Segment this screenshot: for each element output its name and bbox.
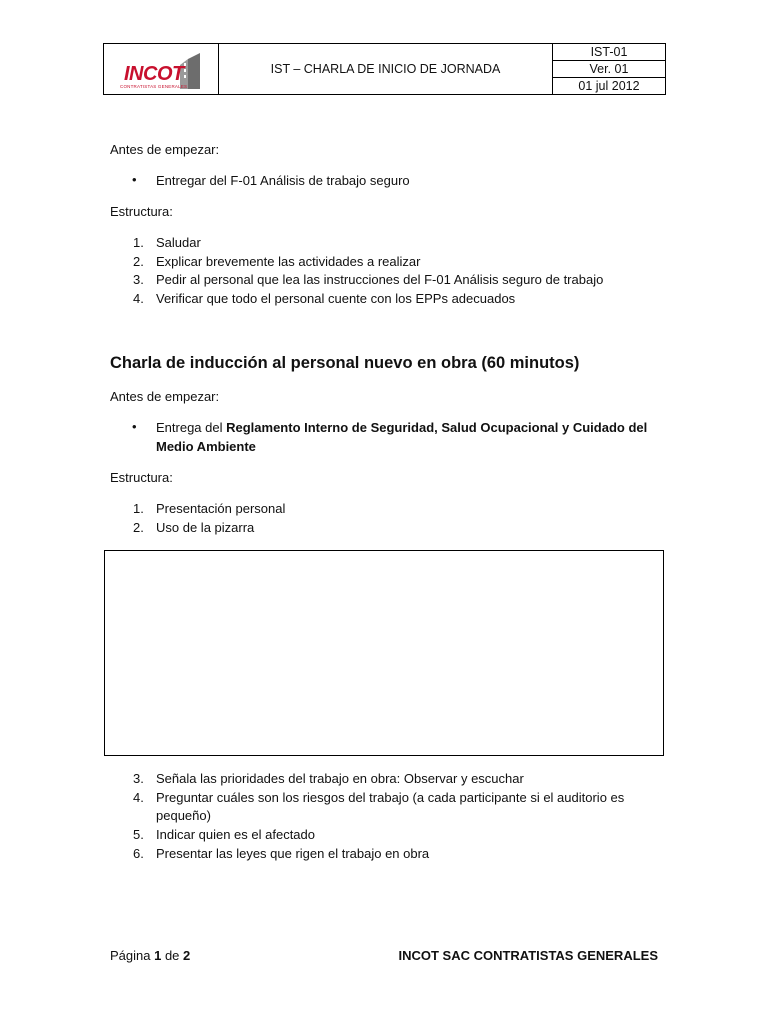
regulation-title-cont: Medio Ambiente [156, 439, 256, 454]
document-header-table [103, 43, 666, 95]
step-text-cont: pequeño) [156, 808, 211, 823]
whiteboard-box [104, 550, 664, 756]
document-title: IST – CHARLA DE INICIO DE JORNADA [219, 44, 553, 94]
section-heading: Charla de inducción al personal nuevo en obra (60 minutos) [110, 354, 580, 372]
step-text: Uso de la pizarra [156, 520, 255, 535]
step-text: Presentar las leyes que rigen el trabajo en obra [156, 846, 430, 861]
step-text: Saludar [156, 235, 201, 250]
bullet-icon: • [132, 419, 137, 434]
before-bullet-text: Entregar del F-01 Análisis de trabajo seguro [156, 173, 410, 188]
structure-label: Estructura: [110, 204, 173, 219]
page-mid: de [161, 948, 184, 963]
step-text: Indicar quien es el afectado [156, 827, 315, 842]
step-number: 6. [133, 846, 144, 861]
logo-wordmark: INCOT [124, 63, 184, 85]
step-number: 3. [133, 272, 144, 287]
step-number: 4. [133, 291, 144, 306]
document-meta [553, 44, 665, 94]
step-number: 1. [133, 501, 144, 516]
footer-company: INCOT SAC CONTRATISTAS GENERALES [398, 948, 658, 963]
bullet-text [156, 420, 647, 435]
page-current: 1 [154, 948, 162, 963]
step-number: 2. [133, 520, 144, 535]
bullet-icon: • [132, 172, 137, 187]
structure-label: Estructura: [110, 470, 173, 485]
page-number [110, 948, 190, 963]
before-label: Antes de empezar: [110, 389, 220, 404]
company-logo [120, 49, 206, 91]
page-prefix: Página [110, 948, 155, 963]
page-total: 2 [183, 948, 191, 963]
regulation-title: Reglamento Interno de Seguridad, Salud Ocupacional y Cuidado del [226, 420, 648, 435]
step-number: 2. [133, 254, 144, 269]
step-text: Señala las prioridades del trabajo en obra: Observar y escuchar [156, 771, 524, 786]
document-code: IST-01 [553, 44, 665, 61]
step-text: Pedir al personal que lea las instrucciones del F-01 Análisis seguro de trabajo [156, 272, 604, 287]
step-text: Preguntar cuáles son los riesgos del trabajo (a cada participante si el auditorio es [156, 790, 625, 805]
step-text: Verificar que todo el personal cuente con los EPPs adecuados [156, 291, 516, 306]
document-date: 01 jul 2012 [578, 79, 640, 93]
step-number: 5. [133, 827, 144, 842]
step-number: 1. [133, 235, 144, 250]
before-label: Antes de empezar: [110, 142, 220, 157]
step-number: 3. [133, 771, 144, 786]
bullet-prefix: Entrega del [156, 420, 227, 435]
logo-subtext: CONTRATISTAS GENERALES [120, 84, 188, 89]
document-version: Ver. 01 [553, 61, 665, 78]
step-text: Presentación personal [156, 501, 286, 516]
step-text: Explicar brevemente las actividades a realizar [156, 254, 421, 269]
step-number: 4. [133, 790, 144, 805]
logo-cell [104, 44, 219, 94]
